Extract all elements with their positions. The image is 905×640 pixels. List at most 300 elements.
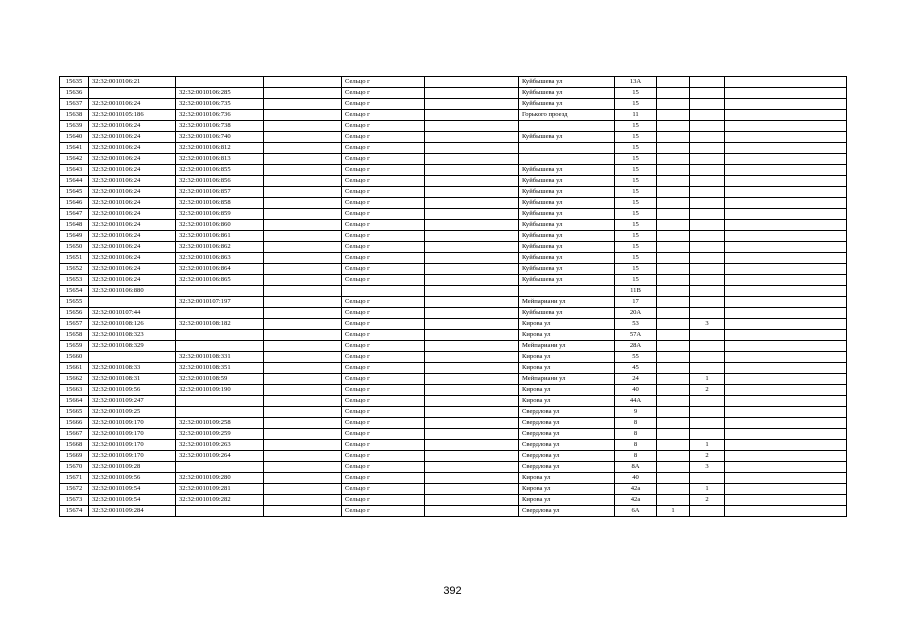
street-cell: Куйбышева ул — [519, 198, 615, 209]
blank-cell — [725, 110, 847, 121]
blank-cell — [264, 187, 342, 198]
land-cadastral-cell: 32:32:0010108:329 — [89, 341, 176, 352]
table-row — [60, 264, 847, 275]
object-cadastral-cell: 32:32:0010108:351 — [176, 363, 264, 374]
record-number-cell: 15654 — [60, 286, 89, 297]
apartment-cell — [690, 88, 725, 99]
blank-cell — [425, 495, 519, 506]
land-cadastral-cell: 32:32:0010109:170 — [89, 429, 176, 440]
blank-cell — [425, 231, 519, 242]
settlement-cell: Сельцо г — [342, 154, 425, 165]
blank-cell — [264, 154, 342, 165]
settlement-cell: Сельцо г — [342, 99, 425, 110]
blank-cell — [725, 264, 847, 275]
blank-cell — [425, 275, 519, 286]
settlement-cell: Сельцо г — [342, 473, 425, 484]
blank-cell — [264, 110, 342, 121]
extra-cell — [657, 264, 690, 275]
blank-cell — [264, 319, 342, 330]
land-cadastral-cell: 32:32:0010106:24 — [89, 176, 176, 187]
blank-cell — [425, 176, 519, 187]
blank-cell — [264, 374, 342, 385]
record-number-cell: 15644 — [60, 176, 89, 187]
settlement-cell: Сельцо г — [342, 253, 425, 264]
record-number-cell: 15659 — [60, 341, 89, 352]
record-number-cell: 15665 — [60, 407, 89, 418]
blank-cell — [725, 385, 847, 396]
street-cell: Куйбышева ул — [519, 176, 615, 187]
record-number-cell: 15664 — [60, 396, 89, 407]
extra-cell — [657, 88, 690, 99]
extra-cell — [657, 451, 690, 462]
apartment-cell — [690, 352, 725, 363]
land-cadastral-cell: 32:32:0010106:24 — [89, 275, 176, 286]
blank-cell — [425, 407, 519, 418]
blank-cell — [425, 319, 519, 330]
page-number: 392 — [443, 585, 462, 597]
house-number-cell: 15 — [615, 143, 657, 154]
blank-cell — [725, 253, 847, 264]
house-number-cell: 15 — [615, 88, 657, 99]
extra-cell — [657, 473, 690, 484]
house-number-cell: 40 — [615, 385, 657, 396]
extra-cell — [657, 110, 690, 121]
house-number-cell: 15 — [615, 253, 657, 264]
settlement-cell: Сельцо г — [342, 484, 425, 495]
house-number-cell: 45 — [615, 363, 657, 374]
settlement-cell: Сельцо г — [342, 341, 425, 352]
extra-cell: 1 — [657, 506, 690, 517]
house-number-cell: 15 — [615, 198, 657, 209]
street-cell: Куйбышева ул — [519, 264, 615, 275]
settlement-cell: Сельцо г — [342, 231, 425, 242]
extra-cell — [657, 418, 690, 429]
blank-cell — [725, 473, 847, 484]
object-cadastral-cell: 32:32:0010106:855 — [176, 165, 264, 176]
street-cell: Куйбышева ул — [519, 242, 615, 253]
settlement-cell: Сельцо г — [342, 462, 425, 473]
settlement-cell: Сельцо г — [342, 242, 425, 253]
settlement-cell: Сельцо г — [342, 385, 425, 396]
table-row — [60, 396, 847, 407]
apartment-cell — [690, 99, 725, 110]
blank-cell — [725, 418, 847, 429]
blank-cell — [725, 231, 847, 242]
house-number-cell: 6А — [615, 506, 657, 517]
object-cadastral-cell: 32:32:0010106:863 — [176, 253, 264, 264]
object-cadastral-cell: 32:32:0010109:263 — [176, 440, 264, 451]
apartment-cell — [690, 286, 725, 297]
street-cell: Свердлова ул — [519, 418, 615, 429]
settlement-cell: Сельцо г — [342, 121, 425, 132]
land-cadastral-cell: 32:32:0010106:24 — [89, 132, 176, 143]
extra-cell — [657, 143, 690, 154]
record-number-cell: 15643 — [60, 165, 89, 176]
table-row — [60, 110, 847, 121]
blank-cell — [264, 440, 342, 451]
table-row — [60, 275, 847, 286]
blank-cell — [725, 429, 847, 440]
apartment-cell: 2 — [690, 385, 725, 396]
record-number-cell: 15674 — [60, 506, 89, 517]
street-cell: Куйбышева ул — [519, 165, 615, 176]
object-cadastral-cell: 32:32:0010109:281 — [176, 484, 264, 495]
settlement-cell: Сельцо г — [342, 132, 425, 143]
blank-cell — [725, 363, 847, 374]
land-cadastral-cell — [89, 88, 176, 99]
apartment-cell — [690, 396, 725, 407]
street-cell: Свердлова ул — [519, 462, 615, 473]
apartment-cell — [690, 297, 725, 308]
apartment-cell — [690, 330, 725, 341]
street-cell: Свердлова ул — [519, 451, 615, 462]
object-cadastral-cell: 32:32:0010106:812 — [176, 143, 264, 154]
land-cadastral-cell: 32:32:0010106:24 — [89, 231, 176, 242]
object-cadastral-cell: 32:32:0010106:861 — [176, 231, 264, 242]
blank-cell — [725, 88, 847, 99]
land-cadastral-cell: 32:32:0010109:170 — [89, 418, 176, 429]
house-number-cell: 42а — [615, 495, 657, 506]
house-number-cell: 15 — [615, 220, 657, 231]
blank-cell — [425, 374, 519, 385]
apartment-cell — [690, 341, 725, 352]
apartment-cell: 2 — [690, 495, 725, 506]
house-number-cell: 24 — [615, 374, 657, 385]
blank-cell — [725, 176, 847, 187]
record-number-cell: 15655 — [60, 297, 89, 308]
street-cell: Куйбышева ул — [519, 220, 615, 231]
settlement-cell: Сельцо г — [342, 220, 425, 231]
blank-cell — [425, 462, 519, 473]
settlement-cell: Сельцо г — [342, 495, 425, 506]
record-number-cell: 15635 — [60, 77, 89, 88]
land-cadastral-cell: 32:32:0010106:880 — [89, 286, 176, 297]
table-row — [60, 462, 847, 473]
blank-cell — [425, 363, 519, 374]
extra-cell — [657, 308, 690, 319]
extra-cell — [657, 484, 690, 495]
blank-cell — [425, 297, 519, 308]
blank-cell — [264, 176, 342, 187]
house-number-cell: 8А — [615, 462, 657, 473]
record-number-cell: 15666 — [60, 418, 89, 429]
blank-cell — [264, 341, 342, 352]
land-cadastral-cell: 32:32:0010109:56 — [89, 385, 176, 396]
extra-cell — [657, 176, 690, 187]
record-number-cell: 15672 — [60, 484, 89, 495]
blank-cell — [264, 286, 342, 297]
blank-cell — [725, 209, 847, 220]
table-row — [60, 132, 847, 143]
house-number-cell: 57А — [615, 330, 657, 341]
apartment-cell — [690, 220, 725, 231]
table-row — [60, 121, 847, 132]
house-number-cell: 15 — [615, 176, 657, 187]
blank-cell — [264, 506, 342, 517]
land-cadastral-cell: 32:32:0010106:24 — [89, 154, 176, 165]
table-row — [60, 341, 847, 352]
apartment-cell — [690, 308, 725, 319]
street-cell: Куйбышева ул — [519, 99, 615, 110]
blank-cell — [425, 242, 519, 253]
settlement-cell: Сельцо г — [342, 374, 425, 385]
house-number-cell: 15 — [615, 242, 657, 253]
blank-cell — [725, 154, 847, 165]
settlement-cell: Сельцо г — [342, 198, 425, 209]
object-cadastral-cell: 32:32:0010109:190 — [176, 385, 264, 396]
record-number-cell: 15649 — [60, 231, 89, 242]
record-number-cell: 15651 — [60, 253, 89, 264]
record-number-cell: 15656 — [60, 308, 89, 319]
house-number-cell: 44А — [615, 396, 657, 407]
land-cadastral-cell: 32:32:0010106:24 — [89, 242, 176, 253]
object-cadastral-cell: 32:32:0010106:285 — [176, 88, 264, 99]
apartment-cell — [690, 429, 725, 440]
street-cell — [519, 143, 615, 154]
blank-cell — [425, 198, 519, 209]
apartment-cell: 3 — [690, 462, 725, 473]
settlement-cell: Сельцо г — [342, 407, 425, 418]
table-row — [60, 418, 847, 429]
object-cadastral-cell: 32:32:0010106:738 — [176, 121, 264, 132]
land-cadastral-cell: 32:32:0010109:284 — [89, 506, 176, 517]
apartment-cell — [690, 407, 725, 418]
object-cadastral-cell: 32:32:0010106:858 — [176, 198, 264, 209]
settlement-cell: Сельцо г — [342, 88, 425, 99]
land-cadastral-cell: 32:32:0010106:24 — [89, 187, 176, 198]
blank-cell — [725, 341, 847, 352]
blank-cell — [264, 231, 342, 242]
blank-cell — [725, 286, 847, 297]
street-cell: Кирова ул — [519, 495, 615, 506]
extra-cell — [657, 385, 690, 396]
table-row — [60, 253, 847, 264]
settlement-cell: Сельцо г — [342, 187, 425, 198]
table-row — [60, 286, 847, 297]
extra-cell — [657, 440, 690, 451]
record-number-cell: 15645 — [60, 187, 89, 198]
land-cadastral-cell: 32:32:0010109:28 — [89, 462, 176, 473]
blank-cell — [264, 143, 342, 154]
object-cadastral-cell: 32:32:0010106:864 — [176, 264, 264, 275]
street-cell: Куйбышева ул — [519, 253, 615, 264]
house-number-cell: 13А — [615, 77, 657, 88]
table-row — [60, 77, 847, 88]
blank-cell — [725, 275, 847, 286]
record-number-cell: 15641 — [60, 143, 89, 154]
house-number-cell: 15 — [615, 121, 657, 132]
extra-cell — [657, 429, 690, 440]
object-cadastral-cell — [176, 341, 264, 352]
blank-cell — [425, 209, 519, 220]
land-cadastral-cell: 32:32:0010105:186 — [89, 110, 176, 121]
blank-cell — [725, 165, 847, 176]
record-number-cell: 15642 — [60, 154, 89, 165]
land-cadastral-cell: 32:32:0010106:24 — [89, 209, 176, 220]
apartment-cell — [690, 363, 725, 374]
blank-cell — [425, 187, 519, 198]
table-row — [60, 385, 847, 396]
object-cadastral-cell — [176, 308, 264, 319]
settlement-cell: Сельцо г — [342, 319, 425, 330]
settlement-cell: Сельцо г — [342, 330, 425, 341]
object-cadastral-cell: 32:32:0010106:735 — [176, 99, 264, 110]
apartment-cell — [690, 176, 725, 187]
object-cadastral-cell: 32:32:0010108:59 — [176, 374, 264, 385]
house-number-cell: 8 — [615, 451, 657, 462]
blank-cell — [264, 484, 342, 495]
blank-cell — [425, 264, 519, 275]
blank-cell — [725, 462, 847, 473]
apartment-cell — [690, 242, 725, 253]
street-cell: Куйбышева ул — [519, 88, 615, 99]
extra-cell — [657, 99, 690, 110]
blank-cell — [264, 253, 342, 264]
apartment-cell: 1 — [690, 484, 725, 495]
apartment-cell — [690, 132, 725, 143]
blank-cell — [264, 462, 342, 473]
house-number-cell: 9 — [615, 407, 657, 418]
blank-cell — [264, 451, 342, 462]
settlement-cell: Сельцо г — [342, 297, 425, 308]
house-number-cell: 11 — [615, 110, 657, 121]
record-number-cell: 15658 — [60, 330, 89, 341]
house-number-cell: 8 — [615, 429, 657, 440]
extra-cell — [657, 286, 690, 297]
settlement-cell: Сельцо г — [342, 451, 425, 462]
house-number-cell: 40 — [615, 473, 657, 484]
house-number-cell: 15 — [615, 154, 657, 165]
apartment-cell — [690, 253, 725, 264]
land-cadastral-cell: 32:32:0010106:24 — [89, 165, 176, 176]
extra-cell — [657, 374, 690, 385]
house-number-cell: 20А — [615, 308, 657, 319]
extra-cell — [657, 330, 690, 341]
blank-cell — [425, 341, 519, 352]
blank-cell — [264, 418, 342, 429]
extra-cell — [657, 407, 690, 418]
blank-cell — [264, 220, 342, 231]
blank-cell — [425, 110, 519, 121]
house-number-cell: 42а — [615, 484, 657, 495]
blank-cell — [425, 253, 519, 264]
blank-cell — [725, 374, 847, 385]
extra-cell — [657, 297, 690, 308]
land-cadastral-cell: 32:32:0010106:24 — [89, 264, 176, 275]
blank-cell — [725, 319, 847, 330]
land-cadastral-cell — [89, 297, 176, 308]
blank-cell — [425, 165, 519, 176]
blank-cell — [725, 198, 847, 209]
record-number-cell: 15673 — [60, 495, 89, 506]
extra-cell — [657, 462, 690, 473]
table-row — [60, 451, 847, 462]
blank-cell — [264, 330, 342, 341]
blank-cell — [425, 88, 519, 99]
record-number-cell: 15657 — [60, 319, 89, 330]
blank-cell — [264, 407, 342, 418]
table-row — [60, 429, 847, 440]
settlement-cell: Сельцо г — [342, 363, 425, 374]
apartment-cell — [690, 154, 725, 165]
apartment-cell: 3 — [690, 319, 725, 330]
apartment-cell — [690, 110, 725, 121]
table-row — [60, 143, 847, 154]
table-row — [60, 363, 847, 374]
settlement-cell: Сельцо г — [342, 176, 425, 187]
object-cadastral-cell: 32:32:0010107:197 — [176, 297, 264, 308]
blank-cell — [425, 77, 519, 88]
blank-cell — [725, 495, 847, 506]
street-cell: Куйбышева ул — [519, 275, 615, 286]
blank-cell — [425, 418, 519, 429]
record-number-cell: 15671 — [60, 473, 89, 484]
house-number-cell: 15 — [615, 132, 657, 143]
table-row — [60, 242, 847, 253]
blank-cell — [725, 506, 847, 517]
blank-cell — [725, 242, 847, 253]
blank-cell — [725, 220, 847, 231]
table-row — [60, 209, 847, 220]
object-cadastral-cell: 32:32:0010106:856 — [176, 176, 264, 187]
blank-cell — [725, 352, 847, 363]
blank-cell — [425, 121, 519, 132]
blank-cell — [725, 330, 847, 341]
extra-cell — [657, 220, 690, 231]
apartment-cell — [690, 165, 725, 176]
house-number-cell: 15 — [615, 264, 657, 275]
apartment-cell — [690, 418, 725, 429]
record-number-cell: 15646 — [60, 198, 89, 209]
land-cadastral-cell: 32:32:0010108:126 — [89, 319, 176, 330]
table-row — [60, 407, 847, 418]
record-number-cell: 15650 — [60, 242, 89, 253]
record-number-cell: 15648 — [60, 220, 89, 231]
street-cell: Куйбышева ул — [519, 187, 615, 198]
settlement-cell: Сельцо г — [342, 418, 425, 429]
blank-cell — [425, 473, 519, 484]
blank-cell — [725, 132, 847, 143]
settlement-cell: Сельцо г — [342, 77, 425, 88]
settlement-cell: Сельцо г — [342, 429, 425, 440]
blank-cell — [425, 286, 519, 297]
blank-cell — [425, 330, 519, 341]
table-row — [60, 154, 847, 165]
table-row — [60, 231, 847, 242]
record-number-cell: 15660 — [60, 352, 89, 363]
house-number-cell: 53 — [615, 319, 657, 330]
blank-cell — [725, 99, 847, 110]
object-cadastral-cell — [176, 286, 264, 297]
house-number-cell: 15 — [615, 275, 657, 286]
table-row — [60, 473, 847, 484]
blank-cell — [264, 495, 342, 506]
apartment-cell — [690, 187, 725, 198]
object-cadastral-cell: 32:32:0010106:813 — [176, 154, 264, 165]
land-cadastral-cell: 32:32:0010109:25 — [89, 407, 176, 418]
table-row — [60, 220, 847, 231]
settlement-cell: Сельцо г — [342, 110, 425, 121]
street-cell: Мейпариани ул — [519, 297, 615, 308]
blank-cell — [264, 242, 342, 253]
land-cadastral-cell: 32:32:0010106:21 — [89, 77, 176, 88]
table-body — [60, 77, 847, 517]
blank-cell — [264, 275, 342, 286]
street-cell — [519, 286, 615, 297]
street-cell: Кирова ул — [519, 473, 615, 484]
apartment-cell — [690, 143, 725, 154]
extra-cell — [657, 341, 690, 352]
